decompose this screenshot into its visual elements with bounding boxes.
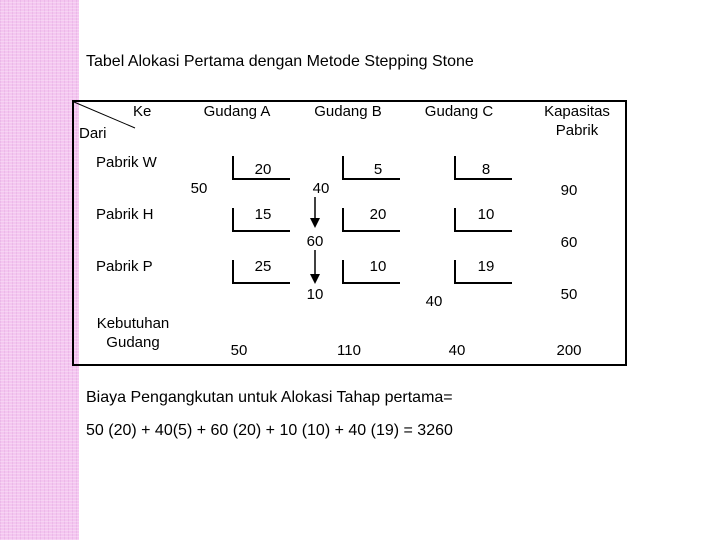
- cost-p-c: 19: [477, 258, 495, 275]
- cost-h-a: 15: [254, 206, 272, 223]
- path-arrow-w-to-h-head: [310, 218, 320, 228]
- cost-p-b: 10: [369, 258, 387, 275]
- cost-w-a: 20: [254, 161, 272, 178]
- allocation-p-b: 10: [306, 286, 324, 303]
- row-label-pabrik-w: Pabrik W: [96, 154, 157, 171]
- allocation-h-b: 60: [306, 233, 324, 250]
- cost-p-a: 25: [254, 258, 272, 275]
- column-header-gudang-a: Gudang A: [203, 103, 271, 120]
- capacity-pabrik-h: 60: [560, 234, 578, 251]
- demand-total: 200: [556, 342, 582, 359]
- row-label-kebutuhan-line2: Gudang: [106, 334, 160, 351]
- cost-w-c: 8: [481, 161, 491, 178]
- cost-h-c: 10: [477, 206, 495, 223]
- capacity-pabrik-w: 90: [560, 182, 578, 199]
- corner-dari-label: Dari: [79, 125, 107, 142]
- row-label-kebutuhan-line1: Kebutuhan: [96, 315, 170, 332]
- allocation-w-a: 50: [190, 180, 208, 197]
- column-header-gudang-c: Gudang C: [424, 103, 494, 120]
- column-header-gudang-b: Gudang B: [314, 103, 382, 120]
- allocation-p-c: 40: [425, 293, 443, 310]
- column-header-capacity-line2: Pabrik: [555, 122, 599, 139]
- cost-summary-heading: Biaya Pengangkutan untuk Alokasi Tahap pertama=: [86, 389, 453, 406]
- path-arrow-h-to-p-head: [310, 274, 320, 284]
- row-label-pabrik-p: Pabrik P: [96, 258, 153, 275]
- page-title: Tabel Alokasi Pertama dengan Metode Stepping Stone: [86, 53, 474, 70]
- column-header-capacity-line1: Kapasitas: [544, 103, 610, 120]
- row-label-pabrik-h: Pabrik H: [96, 206, 154, 223]
- corner-ke-label: Ke: [133, 103, 152, 120]
- capacity-pabrik-p: 50: [560, 286, 578, 303]
- cost-w-b: 5: [373, 161, 383, 178]
- demand-gudang-c: 40: [448, 342, 466, 359]
- allocation-w-b: 40: [312, 180, 330, 197]
- cost-summary-formula: 50 (20) + 40(5) + 60 (20) + 10 (10) + 40 (19) = 3260: [86, 422, 453, 439]
- demand-gudang-a: 50: [230, 342, 248, 359]
- demand-gudang-b: 110: [337, 342, 361, 359]
- cost-h-b: 20: [369, 206, 387, 223]
